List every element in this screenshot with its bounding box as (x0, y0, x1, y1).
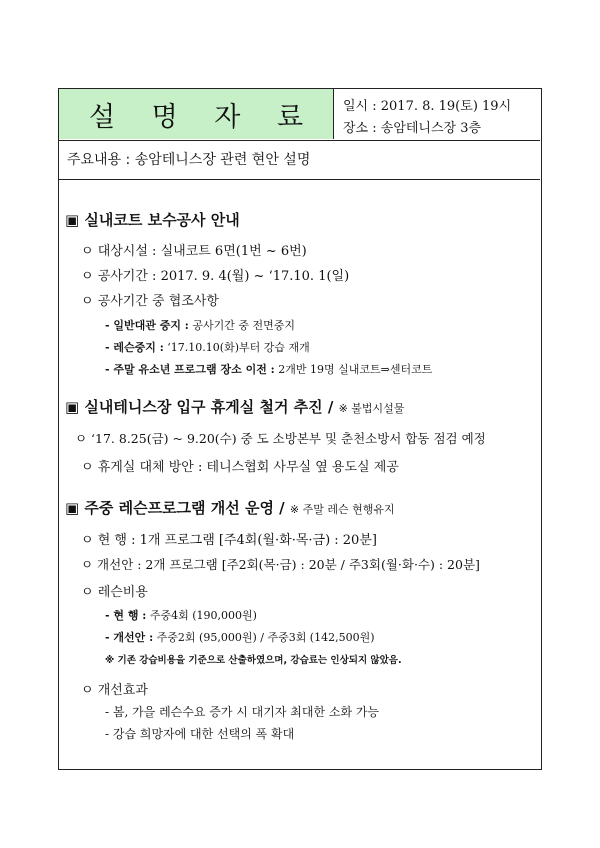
section3-item: ㅇ 현 행 : 1개 프로그램 [주4회(월·화·목·금) : 20분] (81, 533, 377, 548)
section2-note: ※ 불법시설물 (338, 402, 405, 415)
section1-subitem: - 일반대관 중지 : 공사기간 중 전면중지 (105, 319, 295, 332)
section1-item: ㅇ 대상시설 : 실내코트 6면(1번 ~ 6번) (81, 244, 307, 259)
divider (59, 179, 540, 180)
effect-item: - 봄, 가을 레슨수요 증가 시 대기자 최대한 소화 가능 (105, 705, 380, 719)
summary-line: 주요내용 : 송암테니스장 관련 현안 설명 (67, 152, 311, 168)
section2-item: ㅇ ‘17. 8.25(금) ~ 9.20(수) 중 도 소방본부 및 춘천소방서 합동 점검 예정 (75, 431, 486, 446)
effect-heading: ㅇ 개선효과 (81, 683, 148, 698)
section1-heading: ▣ 실내코트 보수공사 안내 (65, 211, 240, 229)
section1-subitem: - 주말 유소년 프로그램 장소 이전 : 2개반 19명 실내코트⇒센터코트 (105, 363, 433, 376)
cost-item: - 개선안 : 주중2회 (95,000원) / 주중3회 (142,500원) (105, 631, 375, 644)
section1-subitem: - 레슨중지 : ‘17.10.10(화)부터 강습 재개 (105, 341, 310, 354)
document-title: 설 명 자 료 (88, 101, 318, 133)
section3-note: ※ 주말 레슨 현행유지 (289, 503, 395, 516)
document-frame (58, 88, 542, 770)
section3-item: ㅇ 개선안 : 2개 프로그램 [주2회(목·금) : 20분 / 주3회(월·화·수) : 20분] (81, 557, 480, 572)
section3-item: ㅇ 레슨비용 (81, 585, 148, 600)
title-cell (59, 89, 334, 139)
cost-note: ※ 기존 강습비용을 기준으로 산출하였으며, 강습료는 인상되지 않았음. (105, 655, 402, 666)
section3-heading: ▣ 주중 레슨프로그램 개선 운영 / ※ 주말 레슨 현행유지 (65, 499, 395, 517)
cost-item: - 현 행 : 주중4회 (190,000원) (105, 609, 257, 622)
place-line: 장소 : 송암테니스장 3층 (343, 121, 482, 136)
effect-item: - 강습 희망자에 대한 선택의 폭 확대 (105, 727, 295, 741)
header-row (59, 89, 540, 141)
section1-item: ㅇ 공사기간 : 2017. 9. 4(월) ~ ‘17.10. 1(일) (81, 269, 350, 284)
section2-item: ㅇ 휴게실 대체 방안 : 테니스협회 사무실 옆 용도실 제공 (81, 460, 399, 475)
date-line: 일시 : 2017. 8. 19(토) 19시 (343, 99, 512, 114)
section2-heading: ▣ 실내테니스장 입구 휴게실 철거 추진 / ※ 불법시설물 (65, 398, 405, 416)
section1-item: ㅇ 공사기간 중 협조사항 (81, 294, 219, 309)
